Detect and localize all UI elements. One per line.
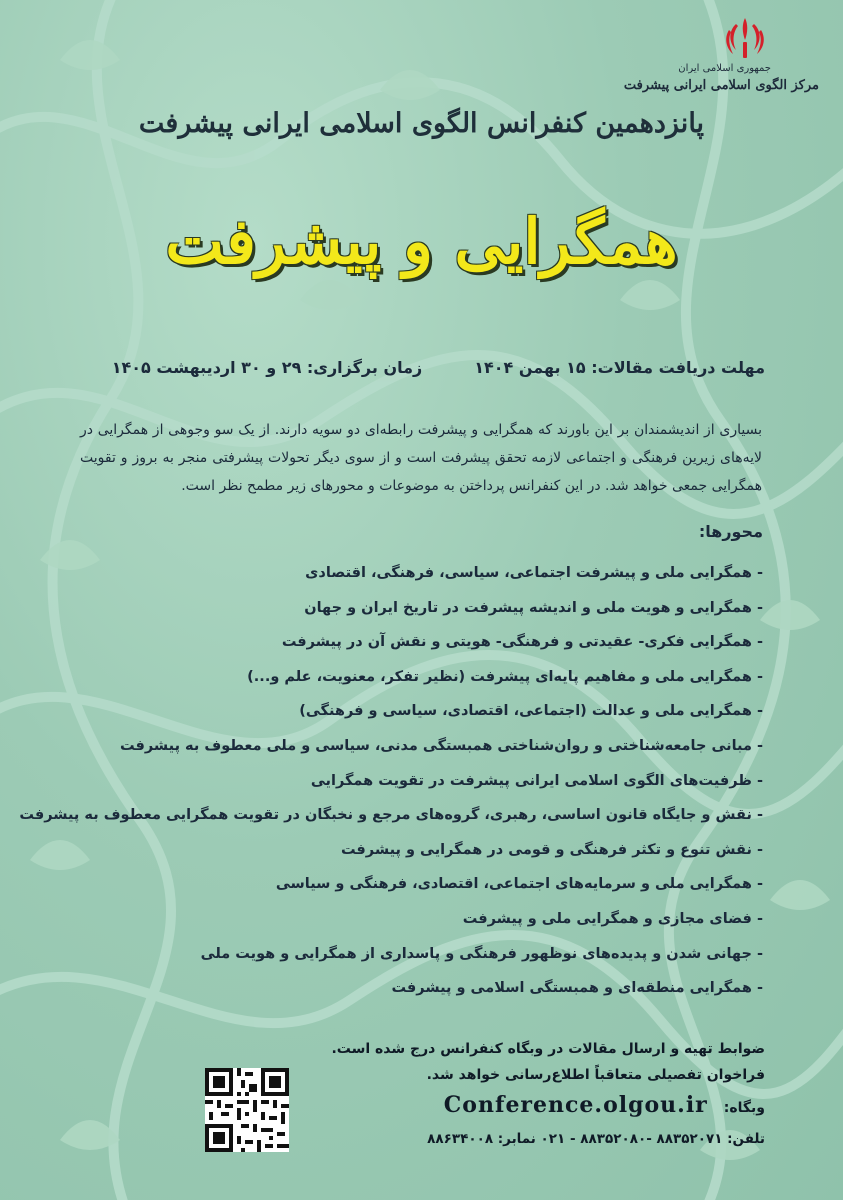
detailed-call-text: فراخوان تفصیلی متعاقباً اطلاع‌رسانی خواهد شد. <box>426 1067 765 1083</box>
deadline-text: مهلت دریافت مقالات: ۱۵ بهمن ۱۴۰۴ <box>474 358 765 377</box>
website-link[interactable]: Conference.olgou.ir <box>443 1092 708 1118</box>
axes-list <box>19 556 763 1006</box>
list-item: - نقش و جایگاه قانون اساسی، رهبری، گروه‌های مرجع و نخبگان در تقویت همگرایی معطوف به پیشرفت <box>19 807 763 824</box>
list-item: - همگرایی و هویت ملی و اندیشه پیشرفت در تاریخ ایران و جهان <box>304 599 763 616</box>
list-item: - همگرایی ملی و عدالت (اجتماعی، اقتصادی، سیاسی و فرهنگی) <box>299 703 763 720</box>
list-item: - ظرفیت‌های الگوی اسلامی ایرانی پیشرفت در تقویت همگرایی <box>310 772 763 789</box>
iran-emblem-icon <box>723 14 767 62</box>
submission-rules-text: ضوابط تهیه و ارسال مقالات در وبگاه کنفرانس درج شده است. <box>331 1041 765 1057</box>
qr-code-icon[interactable] <box>205 1068 289 1152</box>
list-item: - همگرایی منطقه‌ای و همبستگی اسلامی و پیشرفت <box>391 980 763 997</box>
organization-name: مرکز الگوی اسلامی ایرانی پیشرفت <box>623 78 819 93</box>
list-item: - همگرایی ملی و مفاهیم پایه‌ای پیشرفت (نظیر تفکر، معنویت، علم و...) <box>247 668 763 685</box>
intro-paragraph: بسیاری از اندیشمندان بر این باورند که همگرایی و پیشرفت رابطه‌ای دو سویه دارند. از یک سو وجوهی از همگرایی در لایه‌های زیرین فرهنگی و اجتماعی لازمه تحقق پیشرفت است و از سوی دیگر تحولات پیشرفتی منجر به بروز و تقویت همگرایی جمعی خواهد شد. در این کنفرانس پرداختن به موضوعات و محورهای زیر مطمح نظر است. <box>80 422 762 494</box>
list-item: - فضای مجازی و همگرایی ملی و پیشرفت <box>462 910 763 927</box>
list-item: - نقش تنوع و تکثر فرهنگی و قومی در همگرایی و پیشرفت <box>340 841 763 858</box>
list-item: - مبانی جامعه‌شناختی و روان‌شناختی همبستگی مدنی، سیاسی و ملی معطوف به پیشرفت <box>120 737 763 754</box>
list-item: - همگرایی ملی و سرمایه‌های اجتماعی، اقتصادی، فرهنگی و سیاسی <box>275 876 763 893</box>
phone-text: تلفن: ۸۸۳۵۲۰۷۱ -۸۸۳۵۲۰۸۰ - ۰۲۱ نمابر: ۸۸۶۳۴۰۰۸ <box>427 1131 765 1147</box>
website-line <box>331 1088 765 1125</box>
axes-heading: محورها: <box>698 522 763 541</box>
organization-logo-text <box>624 62 819 96</box>
event-date-text: زمان برگزاری: ۲۹ و ۳۰ اردیبهشت ۱۴۰۵ <box>111 358 423 377</box>
list-item: - همگرایی ملی و پیشرفت اجتماعی، سیاسی، فرهنگی، اقتصادی <box>305 565 763 581</box>
website-label: وبگاه: <box>723 1100 765 1116</box>
page-title: همگرایی و پیشرفت <box>165 205 678 278</box>
country-name: جمهوری اسلامی ایران <box>678 63 771 74</box>
dates-line <box>112 358 765 377</box>
list-item: - همگرایی فکری- عقیدتی و فرهنگی- هویتی و نقش آن در پیشرفت <box>281 634 763 651</box>
conference-name: پانزدهمین کنفرانس الگوی اسلامی ایرانی پیشرفت <box>138 108 705 139</box>
footer-info <box>331 1036 765 1153</box>
list-item: - جهانی شدن و پدیده‌های نوظهور فرهنگی و پاسداری از همگرایی و هویت ملی <box>200 945 763 962</box>
